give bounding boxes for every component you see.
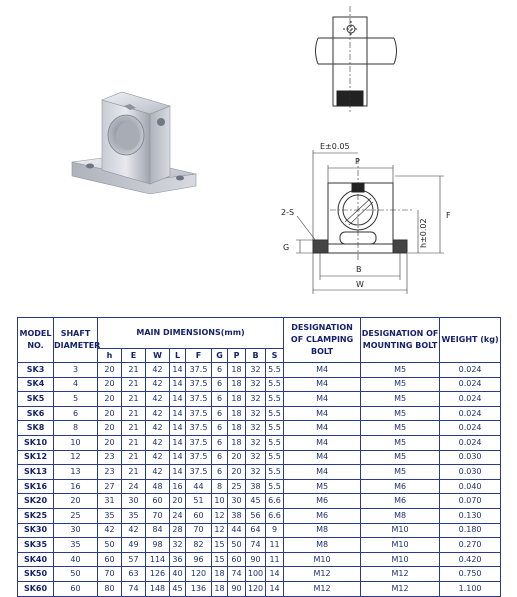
table-row [18,363,501,378]
table-cell: 12 [212,523,228,538]
table-cell: 18 [212,581,228,596]
table-cell: 0.270 [440,538,501,553]
table-cell: M5 [361,377,440,392]
table-cell: 90 [246,552,266,567]
table-cell: 18 [228,406,246,421]
table-cell: M4 [284,406,361,421]
table-cell: 0.040 [440,479,501,494]
table-cell: 50 [228,538,246,553]
table-cell: 32 [246,421,266,436]
table-cell: 13 [54,465,98,480]
table-cell: 42 [146,377,170,392]
specification-rows [18,363,501,597]
table-cell: 20 [98,363,122,378]
table-cell: 15 [212,552,228,567]
table-cell: 11 [266,552,284,567]
table-cell: M5 [361,450,440,465]
table-cell: 40 [170,567,186,582]
table-cell: 6.6 [266,508,284,523]
table-cell: 6 [212,377,228,392]
table-cell: 0.024 [440,377,501,392]
table-cell: 6 [54,406,98,421]
table-row [18,552,501,567]
table-cell: 100 [246,567,266,582]
table-row [18,494,501,509]
table-cell: 82 [186,538,212,553]
table-cell: M5 [361,363,440,378]
table-cell: 84 [146,523,170,538]
specification-table [17,317,501,597]
table-cell: 42 [146,363,170,378]
table-cell: 21 [122,450,146,465]
table-cell: 16 [170,479,186,494]
table-cell: M6 [284,494,361,509]
table-row [18,450,501,465]
table-cell: 18 [212,567,228,582]
model-cell: SK12 [18,450,54,465]
table-cell: 18 [228,435,246,450]
table-cell: 96 [186,552,212,567]
table-cell: 60 [228,552,246,567]
table-cell: M10 [361,523,440,538]
table-cell: M12 [284,581,361,596]
table-cell: M8 [361,508,440,523]
header-shaft-diameter: SHAFT DIAMETER [54,318,98,363]
table-cell: 63 [122,567,146,582]
table-cell: M8 [284,523,361,538]
table-cell: 9 [266,523,284,538]
table-cell: 37.5 [186,392,212,407]
table-cell: 5.5 [266,421,284,436]
label-f: F [446,211,451,220]
table-cell: 114 [146,552,170,567]
table-cell: 0.024 [440,421,501,436]
table-cell: M4 [284,435,361,450]
table-cell: 49 [122,538,146,553]
table-cell: 56 [246,508,266,523]
table-cell: 6 [212,465,228,480]
table-row [18,523,501,538]
table-cell: M6 [361,479,440,494]
table-cell: 44 [228,523,246,538]
table-cell: 0.024 [440,392,501,407]
table-cell: M5 [361,406,440,421]
table-cell: M12 [284,567,361,582]
table-cell: 42 [98,523,122,538]
table-cell: M5 [361,465,440,480]
table-cell: 0.024 [440,435,501,450]
table-cell: M10 [361,552,440,567]
table-cell: 6.6 [266,494,284,509]
table-cell: M10 [361,538,440,553]
table-cell: 35 [122,508,146,523]
table-row [18,421,501,436]
table-cell: 1.100 [440,581,501,596]
table-row [18,479,501,494]
table-cell: 20 [98,406,122,421]
table-cell: 74 [228,567,246,582]
table-cell: 37.5 [186,363,212,378]
table-cell: 42 [146,421,170,436]
table-cell: 42 [146,435,170,450]
table-cell: 0.420 [440,552,501,567]
table-cell: 21 [122,363,146,378]
label-2s: 2-S [281,208,295,217]
table-cell: 5 [54,392,98,407]
table-cell: M8 [284,538,361,553]
table-cell: 80 [98,581,122,596]
dimension-labels [281,142,451,289]
table-cell: 45 [246,494,266,509]
table-cell: 21 [122,421,146,436]
table-cell: 6 [212,363,228,378]
header-dim-s: S [266,349,284,363]
table-cell: 6 [212,421,228,436]
table-cell: 20 [228,450,246,465]
table-cell: 32 [246,392,266,407]
table-cell: 4 [54,377,98,392]
model-cell: SK6 [18,406,54,421]
table-cell: M5 [361,421,440,436]
table-cell: 50 [98,538,122,553]
table-cell: 5.5 [266,435,284,450]
table-cell: 5.5 [266,450,284,465]
table-cell: M4 [284,377,361,392]
table-cell: 136 [186,581,212,596]
table-cell: 32 [246,406,266,421]
table-cell: 20 [98,421,122,436]
table-cell: 0.180 [440,523,501,538]
header-main-dimensions: MAIN DIMENSIONS(mm) [98,318,284,349]
model-cell: SK35 [18,538,54,553]
table-cell: 21 [122,377,146,392]
table-cell: 0.070 [440,494,501,509]
table-cell: 37.5 [186,377,212,392]
label-w: W [356,280,364,289]
table-cell: M4 [284,465,361,480]
table-cell: 5.5 [266,392,284,407]
table-cell: 32 [170,538,186,553]
table-cell: 6 [212,406,228,421]
model-cell: SK30 [18,523,54,538]
table-cell: 42 [146,406,170,421]
table-row [18,567,501,582]
table-cell: 37.5 [186,435,212,450]
table-cell: 10 [212,494,228,509]
table-cell: 25 [54,508,98,523]
table-cell: 120 [246,581,266,596]
header-dim-w: W [146,349,170,363]
table-cell: 14 [170,363,186,378]
model-cell: SK60 [18,581,54,596]
table-cell: 6 [212,450,228,465]
table-cell: 24 [170,508,186,523]
table-cell: 64 [246,523,266,538]
table-cell: 5.5 [266,363,284,378]
table-cell: 12 [54,450,98,465]
table-cell: 0.024 [440,406,501,421]
model-cell: SK16 [18,479,54,494]
table-cell: 0.024 [440,363,501,378]
table-cell: 51 [186,494,212,509]
table-cell: 14 [266,567,284,582]
model-cell: SK4 [18,377,54,392]
header-dim-p: P [228,349,246,363]
table-cell: 42 [146,450,170,465]
table-cell: 40 [54,552,98,567]
table-cell: 70 [146,508,170,523]
table-cell: 32 [246,363,266,378]
table-cell: 50 [54,567,98,582]
table-cell: 0.030 [440,450,501,465]
table-cell: 14 [170,377,186,392]
table-cell: 8 [54,421,98,436]
model-cell: SK8 [18,421,54,436]
table-cell: 38 [228,508,246,523]
table-cell: 45 [170,581,186,596]
table-cell: 74 [246,538,266,553]
table-cell: 23 [98,465,122,480]
table-cell: 21 [122,406,146,421]
table-cell: 98 [146,538,170,553]
table-cell: 10 [54,435,98,450]
header-dim-g: G [212,349,228,363]
table-cell: 32 [246,377,266,392]
header-dim-h: h [98,349,122,363]
table-cell: 35 [98,508,122,523]
model-cell: SK3 [18,363,54,378]
table-cell: 5.5 [266,406,284,421]
table-cell: 18 [228,377,246,392]
table-cell: 37.5 [186,406,212,421]
model-cell: SK40 [18,552,54,567]
table-cell: M5 [284,479,361,494]
label-b: B [356,265,362,274]
table-cell: 32 [246,435,266,450]
table-cell: 0.130 [440,508,501,523]
table-cell: 48 [146,479,170,494]
table-cell: 30 [228,494,246,509]
table-cell: 70 [186,523,212,538]
table-cell: M4 [284,392,361,407]
table-cell: M4 [284,363,361,378]
table-cell: 5.5 [266,465,284,480]
header-dim-e: E [122,349,146,363]
table-cell: 20 [228,465,246,480]
table-cell: 3 [54,363,98,378]
table-cell: 6 [212,392,228,407]
table-cell: 37.5 [186,450,212,465]
table-cell: 14 [170,421,186,436]
table-cell: M12 [361,567,440,582]
table-cell: M4 [284,450,361,465]
table-cell: 0.750 [440,567,501,582]
table-cell: M5 [361,435,440,450]
table-row [18,377,501,392]
table-cell: 14 [170,465,186,480]
table-cell: 60 [146,494,170,509]
table-row [18,392,501,407]
table-cell: 14 [170,392,186,407]
table-cell: 126 [146,567,170,582]
table-cell: 20 [170,494,186,509]
table-cell: 60 [186,508,212,523]
table-cell: 90 [228,581,246,596]
table-cell: 21 [122,392,146,407]
table-cell: 38 [246,479,266,494]
table-cell: 60 [98,552,122,567]
table-cell: 32 [246,450,266,465]
model-cell: SK25 [18,508,54,523]
table-cell: 14 [170,450,186,465]
table-cell: 8 [212,479,228,494]
top-view-drawing [316,6,397,112]
header-dim-f: F [186,349,212,363]
table-cell: M12 [361,581,440,596]
table-cell: 21 [122,435,146,450]
header-dim-l: L [170,349,186,363]
model-cell: SK20 [18,494,54,509]
table-cell: M4 [284,421,361,436]
table-cell: 27 [98,479,122,494]
table-cell: 18 [228,421,246,436]
table-cell: M10 [284,552,361,567]
header-dim-b: B [246,349,266,363]
table-cell: 42 [122,523,146,538]
label-g: G [283,243,290,252]
table-cell: 24 [122,479,146,494]
table-cell: 37.5 [186,421,212,436]
table-cell: 20 [98,392,122,407]
header-clamping-bolt: DESIGNATION OF CLAMPING BOLT [284,318,361,363]
table-cell: 11 [266,538,284,553]
header-weight: WEIGHT (kg) [440,318,501,363]
table-cell: 42 [146,392,170,407]
table-cell: 5.5 [266,479,284,494]
table-cell: 30 [54,523,98,538]
table-cell: 18 [228,363,246,378]
table-cell: 42 [146,465,170,480]
table-cell: 74 [122,581,146,596]
header-model: MODEL NO. [18,318,54,363]
table-cell: M6 [361,494,440,509]
table-cell: 0.030 [440,465,501,480]
table-row [18,508,501,523]
table-cell: 35 [54,538,98,553]
table-cell: M5 [361,392,440,407]
table-row [18,435,501,450]
table-row [18,406,501,421]
table-cell: 70 [98,567,122,582]
table-cell: 15 [212,538,228,553]
product-photo [72,92,196,194]
table-cell: 148 [146,581,170,596]
table-cell: 32 [246,465,266,480]
table-cell: 6 [212,435,228,450]
table-cell: 31 [98,494,122,509]
table-cell: 12 [212,508,228,523]
table-cell: 20 [98,377,122,392]
table-cell: 20 [54,494,98,509]
header-mounting-bolt: DESIGNATION OF MOUNTING BOLT [361,318,440,363]
table-cell: 120 [186,567,212,582]
table-cell: 28 [170,523,186,538]
table-row [18,465,501,480]
table-cell: M6 [284,508,361,523]
table-row [18,581,501,596]
table-cell: 18 [228,392,246,407]
table-cell: 14 [170,406,186,421]
model-cell: SK13 [18,465,54,480]
model-cell: SK50 [18,567,54,582]
table-row [18,538,501,553]
label-h: h±0.02 [419,218,428,248]
table-cell: 23 [98,450,122,465]
table-cell: 30 [122,494,146,509]
table-cell: 44 [186,479,212,494]
label-p: P [355,157,360,166]
table-cell: 57 [122,552,146,567]
table-cell: 16 [54,479,98,494]
model-cell: SK10 [18,435,54,450]
table-cell: 20 [98,435,122,450]
table-cell: 5.5 [266,377,284,392]
table-cell: 37.5 [186,465,212,480]
table-cell: 25 [228,479,246,494]
table-cell: 14 [266,581,284,596]
table-cell: 14 [170,435,186,450]
model-cell: SK5 [18,392,54,407]
table-cell: 36 [170,552,186,567]
table-cell: 60 [54,581,98,596]
table-cell: 21 [122,465,146,480]
label-e: E±0.05 [320,142,350,151]
